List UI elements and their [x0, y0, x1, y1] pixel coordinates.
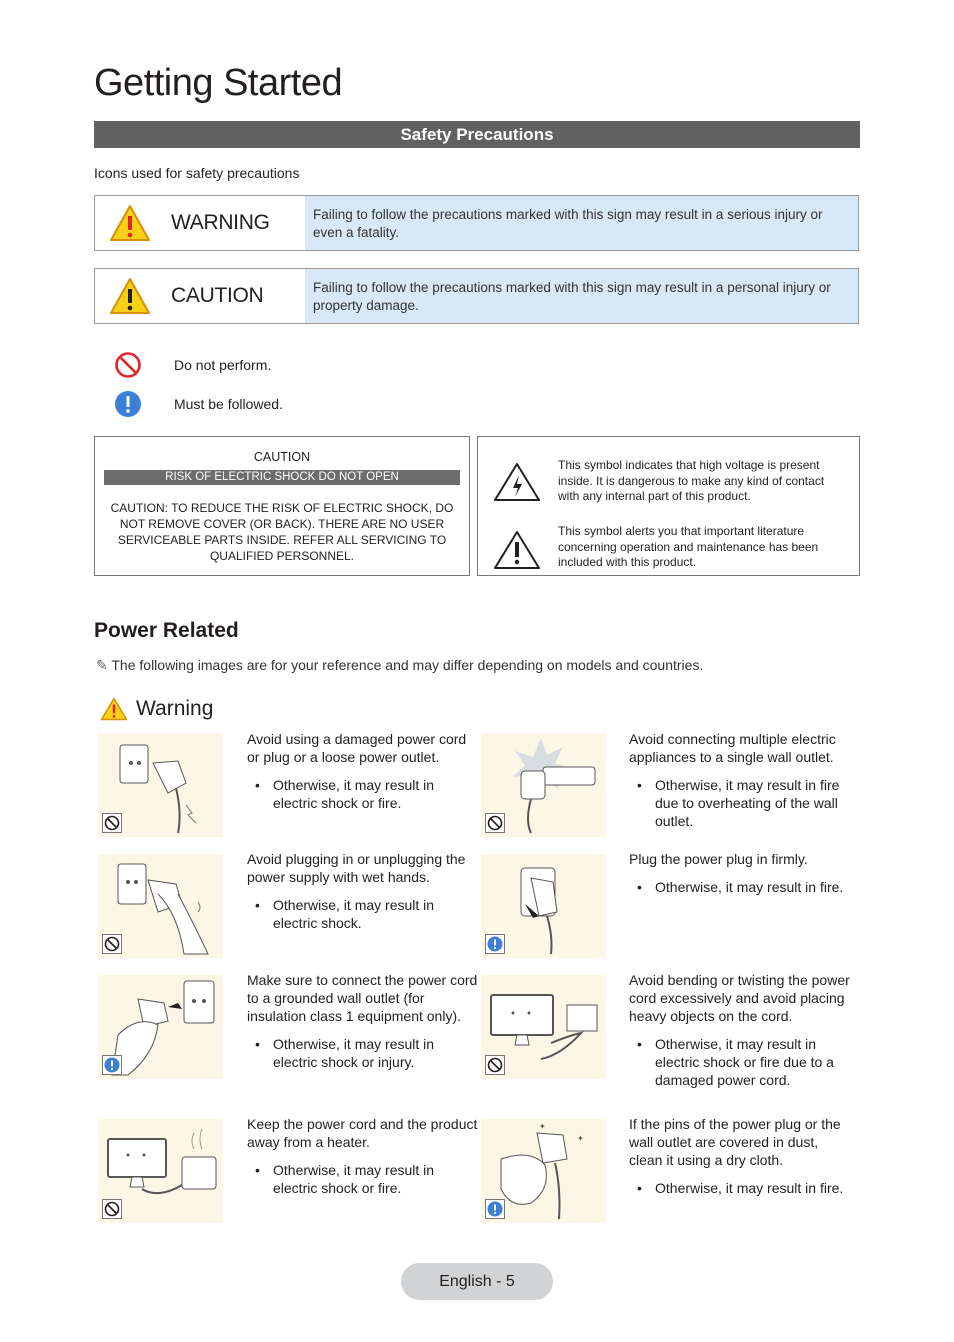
bent-cord-illustration: [481, 975, 606, 1079]
prohibit-icon: [102, 813, 122, 833]
item-2-text: Avoid connecting multiple electric appliances to a single wall outlet.: [629, 731, 836, 765]
item-1: [247, 730, 479, 812]
item-7: [247, 1115, 479, 1197]
mandatory-icon: [485, 1199, 505, 1219]
item-6-text: Avoid bending or twisting the power cord excessively and avoid placing heavy objects on the cord.: [629, 972, 850, 1024]
high-voltage-icon: [492, 461, 542, 503]
damaged-cord-illustration: [98, 733, 223, 837]
item-8: [629, 1115, 851, 1197]
svg-text:✦: ✦: [539, 1122, 546, 1131]
mandatory-icon: [485, 934, 505, 954]
wet-hands-illustration: [98, 854, 223, 958]
caution-box-header: CAUTION: [253, 450, 311, 464]
item-3-text: Avoid plugging in or unplugging the power supply with wet hands.: [247, 851, 466, 885]
dusty-plug-illustration: [481, 1119, 606, 1223]
important-literature-icon: [492, 529, 542, 571]
item-1-text: Avoid using a damaged power cord or plug or a loose power outlet.: [247, 731, 467, 765]
mandatory-icon: [102, 1055, 122, 1075]
multiple-appliances-illustration: [481, 733, 606, 837]
section-title-bar: Safety Precautions: [94, 121, 860, 148]
icons-heading: Icons used for safety precautions: [94, 165, 300, 181]
item-4: [629, 850, 851, 896]
caution-description: Failing to follow the precautions marked with this sign may result in a personal injury or property damage.: [305, 269, 858, 323]
item-6: [629, 971, 853, 1089]
prohibit-icon: [485, 1055, 505, 1075]
item-8-bullet: • Otherwise, it may result in fire.: [629, 1179, 851, 1197]
item-7-text: Keep the power cord and the product away from a heater.: [247, 1116, 478, 1150]
item-2: [629, 730, 851, 830]
warning-label: WARNING: [171, 211, 270, 234]
caution-box-bar: RISK OF ELECTRIC SHOCK DO NOT OPEN: [104, 470, 460, 485]
warning-heading: [100, 697, 213, 721]
item-5: [247, 971, 479, 1071]
warning-description: Failing to follow the precautions marked with this sign may result in a serious injury or even a fatality.: [305, 196, 858, 250]
prohibit-icon: [485, 813, 505, 833]
warning-triangle-icon: [100, 697, 128, 721]
caution-label-box: [94, 436, 470, 576]
prohibit-symbol-row: [114, 351, 271, 379]
pencil-icon: ✎: [96, 657, 108, 673]
important-literature-text: This symbol alerts you that important literature concerning operation and maintenance has been included with this product.: [558, 524, 819, 569]
high-voltage-text: This symbol indicates that high voltage is present inside. It is dangerous to make any kind of contact with any internal part of this product.: [558, 458, 825, 503]
caution-triangle-icon: [109, 277, 151, 315]
plug-firmly-illustration: [481, 854, 606, 958]
item-5-bullet: • Otherwise, it may result in electric shock or injury.: [247, 1035, 479, 1071]
reference-note: [96, 657, 703, 674]
item-7-bullet: • Otherwise, it may result in electric shock or fire.: [247, 1161, 479, 1197]
caution-box-body: CAUTION: TO REDUCE THE RISK OF ELECTRIC SHOCK, DO NOT REMOVE COVER (OR BACK). THERE ARE NO USER SERVICEABLE PARTS INSIDE. REFER ALL SERVICING TO QUALIFIED PERSONNEL.: [110, 501, 454, 563]
item-4-text: Plug the power plug in firmly.: [629, 851, 808, 867]
power-related-heading: Power Related: [94, 619, 239, 642]
item-5-text: Make sure to connect the power cord to a grounded wall outlet (for insulation class 1 equipment only).: [247, 972, 478, 1024]
page-title: Getting Started: [94, 62, 343, 104]
prohibit-icon: [102, 1199, 122, 1219]
warning-heading-label: Warning: [136, 697, 214, 720]
mandatory-icon: [114, 390, 142, 418]
prohibit-icon: [114, 351, 142, 379]
warning-legend: [94, 195, 859, 251]
prohibit-symbol-text: Do not perform.: [174, 357, 272, 373]
caution-legend: [94, 268, 859, 324]
prohibit-icon: [102, 934, 122, 954]
item-4-bullet: • Otherwise, it may result in fire.: [629, 878, 851, 896]
item-2-bullet: • Otherwise, it may result in fire due to overheating of the wall outlet.: [629, 776, 851, 830]
item-3: [247, 850, 479, 932]
heater-illustration: [98, 1119, 223, 1223]
item-1-bullet: • Otherwise, it may result in electric shock or fire.: [247, 776, 479, 812]
svg-text:✦: ✦: [577, 1134, 584, 1143]
item-6-bullet: • Otherwise, it may result in electric shock or fire due to a damaged power cord.: [629, 1035, 853, 1089]
mandatory-symbol-text: Must be followed.: [174, 396, 283, 412]
warning-triangle-icon: [109, 204, 151, 242]
mandatory-symbol-row: [114, 390, 283, 418]
grounded-outlet-illustration: [98, 975, 223, 1079]
caution-label: CAUTION: [171, 284, 264, 307]
item-8-text: If the pins of the power plug or the wall outlet are covered in dust, clean it using a dry cloth.: [629, 1116, 841, 1168]
page-number-footer: English - 5: [401, 1263, 553, 1300]
reference-note-text: The following images are for your reference and may differ depending on models and countries.: [111, 657, 704, 673]
symbol-explanation-box: [477, 436, 860, 576]
item-3-bullet: • Otherwise, it may result in electric shock.: [247, 896, 479, 932]
